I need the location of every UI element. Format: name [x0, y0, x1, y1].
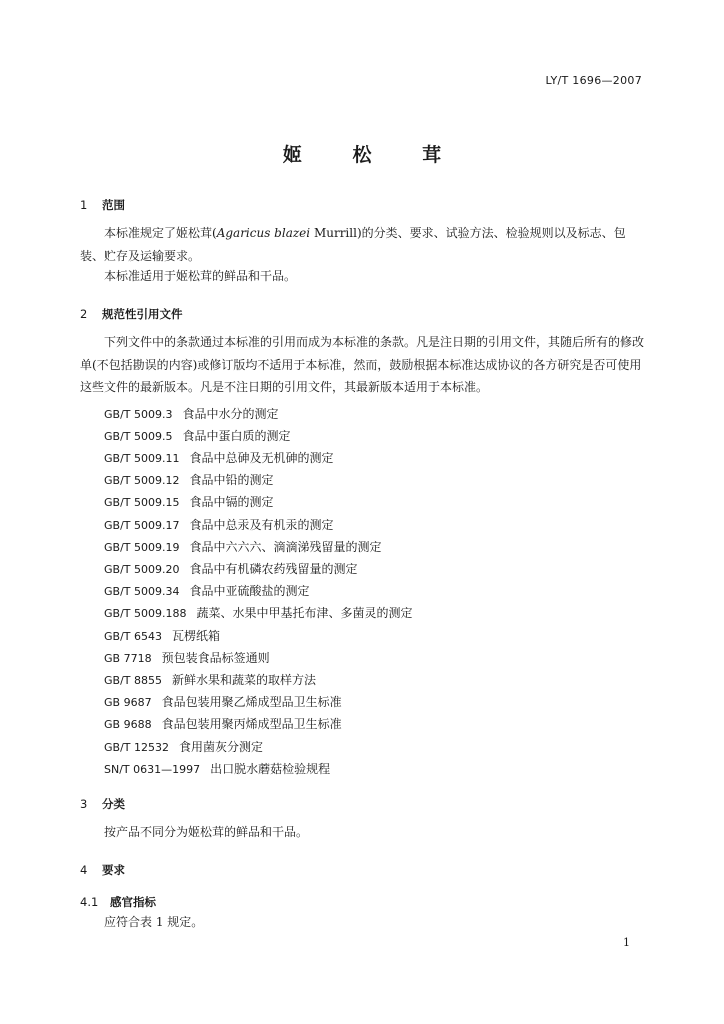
reference-title: 食品包装用聚丙烯成型品卫生标准 — [161, 717, 342, 731]
reference-title: 食品中水分的测定 — [182, 407, 279, 421]
reference-item — [104, 560, 358, 577]
reference-item — [104, 516, 334, 533]
reference-code: GB/T 5009.34 — [104, 585, 180, 598]
reference-code: GB/T 5009.3 — [104, 408, 173, 421]
page-number: 1 — [623, 936, 630, 949]
reference-title: 食品中镉的测定 — [189, 495, 274, 509]
section-number: 4 — [80, 863, 88, 877]
reference-item — [104, 671, 316, 688]
section-title: 规范性引用文件 — [102, 307, 183, 321]
reference-item — [104, 715, 342, 732]
reference-item — [104, 627, 220, 644]
reference-title: 瓦楞纸箱 — [172, 629, 221, 643]
text-run: Murrill)的分类、要求、试验方法、检验规则以及标志、包装、贮存及运输要求。 — [80, 226, 626, 263]
reference-item — [104, 693, 342, 710]
reference-title: 新鲜水果和蔬菜的取样方法 — [172, 673, 317, 687]
section-title: 要求 — [102, 863, 125, 877]
reference-item — [104, 604, 413, 621]
reference-item — [104, 449, 334, 466]
reference-item — [104, 538, 382, 555]
section-title: 分类 — [102, 797, 125, 811]
section-1-heading — [80, 197, 125, 213]
reference-title: 食品中总砷及无机砷的测定 — [189, 451, 334, 465]
reference-title: 食品包装用聚乙烯成型品卫生标准 — [161, 695, 342, 709]
latin-name: Agaricus blazei — [216, 226, 311, 240]
reference-item — [104, 649, 270, 666]
reference-title: 食品中亚硫酸盐的测定 — [189, 584, 310, 598]
reference-code: GB/T 5009.19 — [104, 541, 180, 554]
section-1-paragraph-2: 本标准适用于姬松茸的鲜品和干品。 — [104, 269, 297, 283]
reference-item — [104, 582, 310, 599]
reference-title: 食用菌灰分测定 — [179, 740, 264, 754]
section-number: 2 — [80, 307, 88, 321]
subsection-title: 感官指标 — [110, 895, 156, 909]
reference-code: GB 7718 — [104, 652, 152, 665]
reference-item — [104, 493, 274, 510]
reference-title: 食品中六六六、滴滴涕残留量的测定 — [189, 540, 382, 554]
reference-title: 蔬菜、水果中甲基托布津、多菌灵的测定 — [196, 606, 413, 620]
document-title: 姬 松 茸 — [282, 144, 464, 166]
reference-title: 食品中有机磷农药残留量的测定 — [189, 562, 358, 576]
reference-title: 食品中蛋白质的测定 — [182, 429, 291, 443]
section-3-paragraph-1: 按产品不同分为姬松茸的鲜品和干品。 — [104, 825, 309, 839]
text-run: 本标准规定了姬松茸( — [104, 226, 217, 240]
reference-code: GB/T 8855 — [104, 674, 162, 687]
standard-code: LY/T 1696—2007 — [545, 74, 642, 87]
reference-title: 预包装食品标签通则 — [161, 651, 270, 665]
reference-code: GB/T 5009.17 — [104, 519, 180, 532]
reference-code: GB/T 5009.11 — [104, 452, 180, 465]
section-3-heading — [80, 796, 125, 812]
subsection-4-1-paragraph: 应符合表 1 规定。 — [104, 915, 204, 929]
reference-code: GB 9687 — [104, 696, 152, 709]
reference-item — [104, 427, 291, 444]
reference-code: GB/T 5009.15 — [104, 496, 180, 509]
reference-code: GB/T 5009.5 — [104, 430, 173, 443]
section-title: 范围 — [102, 198, 125, 212]
section-2-heading — [80, 306, 183, 322]
reference-code: GB 9688 — [104, 718, 152, 731]
reference-title: 食品中铅的测定 — [189, 473, 274, 487]
subsection-number: 4.1 — [80, 895, 99, 909]
reference-code: GB/T 12532 — [104, 741, 169, 754]
reference-code: SN/T 0631—1997 — [104, 763, 201, 776]
reference-item — [104, 760, 330, 777]
reference-code: GB/T 5009.20 — [104, 563, 180, 576]
section-4-heading — [80, 862, 125, 878]
reference-title: 食品中总汞及有机汞的测定 — [189, 518, 334, 532]
reference-item — [104, 405, 279, 422]
reference-item — [104, 738, 263, 755]
section-number: 3 — [80, 797, 88, 811]
reference-code: GB/T 6543 — [104, 630, 162, 643]
section-number: 1 — [80, 198, 88, 212]
subsection-4-1-heading — [80, 894, 156, 910]
reference-code: GB/T 5009.12 — [104, 474, 180, 487]
reference-code: GB/T 5009.188 — [104, 607, 187, 620]
reference-item — [104, 471, 274, 488]
section-2-intro: 下列文件中的条款通过本标准的引用而成为本标准的条款。凡是注日期的引用文件，其随后所有的修改单(不包括勘误的内容)或修订版均不适用于本标准，然而，鼓励根据本标准达成协议的各方研究是否可使用这些文件的最新版本。凡是不注日期的引用文件，其最新版本适用于本标准。 — [80, 335, 645, 394]
reference-title: 出口脱水蘑菇检验规程 — [210, 762, 331, 776]
section-1-paragraph-1 — [80, 222, 646, 267]
